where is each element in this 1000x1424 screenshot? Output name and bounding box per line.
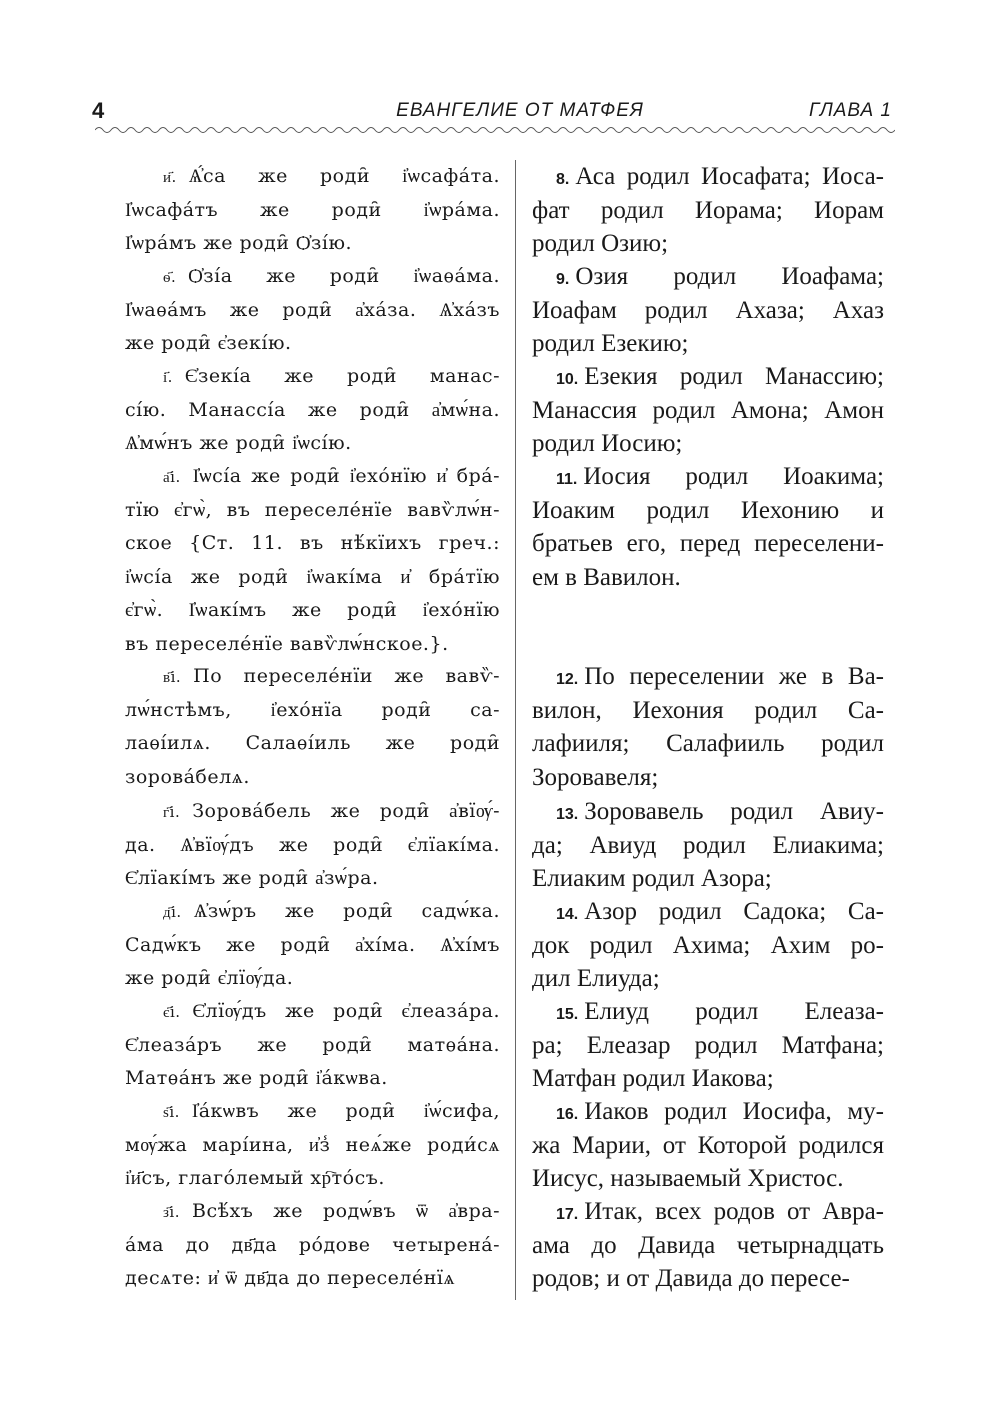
verse-line xyxy=(532,1029,884,1063)
verse-line xyxy=(125,1229,500,1263)
verse-text: Иосия родил Иоакима; xyxy=(583,463,884,490)
verse-line xyxy=(532,862,884,896)
russian-verse xyxy=(532,1095,884,1196)
russian-verse xyxy=(532,360,884,461)
verse-line xyxy=(125,1062,500,1096)
verse-text: зорова́белѧ. xyxy=(125,765,250,788)
wavy-rule xyxy=(95,124,895,136)
verse-line xyxy=(125,427,500,461)
verse-line xyxy=(532,527,884,561)
verse-line xyxy=(532,360,884,394)
slavonic-verse xyxy=(125,660,500,794)
russian-verse xyxy=(532,660,884,794)
verse-line xyxy=(125,660,500,694)
slavonic-verse xyxy=(125,895,500,996)
verse-line xyxy=(125,594,500,628)
verse-line xyxy=(532,427,884,461)
verse-text: Зорова́бель же роди̑ а҆вїѹ́- xyxy=(192,800,500,822)
verse-text: ское {Ст. 11. въ нѣ́кїихъ греч.: xyxy=(125,532,500,554)
verse-line xyxy=(532,895,884,929)
verse-line xyxy=(532,761,884,795)
verse-line xyxy=(532,260,884,294)
verse-text: да. Ѧ҆вїѹ́дъ же роди̑ є҆лїакі́ма. xyxy=(125,833,500,856)
verse-text: родил Езекию; xyxy=(532,330,689,357)
verse-text: Ѧ҆зѡ́ръ же роди̑ садѡ́ка. xyxy=(193,900,500,922)
verse-text: Азор родил Садока; Са- xyxy=(584,898,884,925)
verse-text: док родил Ахима; Ахим ро- xyxy=(532,931,884,959)
verse-line xyxy=(532,1262,884,1296)
verse-line xyxy=(532,160,884,194)
verse-number: а҃і. xyxy=(163,468,181,486)
verse-text: Иисус, называемый Христос. xyxy=(532,1165,844,1192)
verse-line xyxy=(532,727,884,761)
verse-line xyxy=(532,394,884,428)
verse-line xyxy=(532,327,884,361)
verse-text: дил Елиуда; xyxy=(532,965,660,992)
verse-text: Иаков родил Иосифа, му- xyxy=(584,1098,884,1125)
verse-text: є҆гѡ̀. І҆ѡакі́мъ же роди̑ і҆ехо́нїю xyxy=(125,599,500,621)
verse-line xyxy=(125,194,500,228)
verse-text: сі́ю. Манассі́а же роди̑ а҆мѡ́на. xyxy=(125,398,500,421)
verse-number: ѳ҃. xyxy=(163,268,177,286)
verse-line xyxy=(532,460,884,494)
verse-text: братьев его, перед переселени- xyxy=(532,530,884,557)
verse-text: Зоровавель родил Авиу- xyxy=(584,798,884,825)
slavonic-verse xyxy=(125,995,500,1096)
verse-line xyxy=(125,694,500,728)
verse-text: ем в Вавилон. xyxy=(532,563,681,591)
slavonic-verse xyxy=(125,1195,500,1296)
verse-line xyxy=(532,962,884,996)
verse-line xyxy=(125,561,500,595)
verse-text: да; Авиуд родил Елиакима; xyxy=(532,831,884,859)
verse-line xyxy=(125,227,500,261)
verse-number: 10. xyxy=(556,371,579,388)
verse-text: вилон, Иехония родил Са- xyxy=(532,696,884,724)
verse-text: мѹ́жа марі́ина, и҆з̾ неѧ́же роди́сѧ xyxy=(125,1133,500,1156)
verse-line xyxy=(125,1129,500,1163)
verse-line xyxy=(532,1195,884,1229)
verse-text: Итак, всех родов от Авра- xyxy=(584,1198,884,1225)
verse-text: Є҆лїѹ́дъ же роди̑ є҆леаза́ра. xyxy=(192,1000,500,1022)
verse-line xyxy=(532,694,884,728)
verse-number: 8. xyxy=(556,171,570,188)
verse-line xyxy=(532,1229,884,1263)
verse-line xyxy=(125,260,500,294)
verse-text: Аса родил Иосафата; Иоса- xyxy=(575,163,884,190)
russian-verse xyxy=(532,160,884,261)
verse-text: родил Озию; xyxy=(532,230,669,257)
verse-line xyxy=(532,227,884,261)
verse-number: г҃і. xyxy=(163,803,181,821)
verse-text: Иоаким родил Иехонию и xyxy=(532,496,884,524)
verse-number: є҃і. xyxy=(163,1003,181,1021)
verse-line xyxy=(125,527,500,561)
verse-line xyxy=(532,660,884,694)
verse-line xyxy=(532,929,884,963)
verse-line xyxy=(125,761,500,795)
verse-number: и҃. xyxy=(163,168,177,186)
verse-line xyxy=(125,327,500,361)
verse-line xyxy=(125,1162,500,1196)
verse-line xyxy=(125,727,500,761)
verse-text: І҆ѡсафа́тъ же роди̑ і҆ѡра́ма. xyxy=(125,198,500,221)
slavonic-verse xyxy=(125,360,500,461)
verse-line xyxy=(532,995,884,1029)
verse-number: 12. xyxy=(556,671,579,688)
verse-line xyxy=(532,494,884,528)
verse-text: Манассия родил Амона; Амон xyxy=(532,396,884,424)
slavonic-verse xyxy=(125,1095,500,1196)
verse-text: фат родил Иорама; Иорам xyxy=(532,196,884,224)
verse-text: і҆и҃съ, глаго́лемый хр҇то́съ. xyxy=(125,1167,385,1189)
verse-number: 16. xyxy=(556,1106,579,1123)
running-title: ЕВАНГЕЛИЕ ОТ МАТФЕЯ xyxy=(396,100,644,121)
verse-text: І҆а́кѡвъ же роди̑ і҆ѡ́сифа, xyxy=(191,1100,500,1122)
verse-number: в҃і. xyxy=(163,668,182,686)
verse-line xyxy=(125,460,500,494)
verse-line xyxy=(125,995,500,1029)
verse-line xyxy=(125,1095,500,1129)
verse-number: 15. xyxy=(556,1006,579,1023)
verse-number: ѕ҃і. xyxy=(163,1103,180,1121)
verse-text: І҆ѡсі́а же роди̑ і҆ехо́нїю и҆ бра́- xyxy=(192,465,500,487)
verse-line xyxy=(125,1262,500,1296)
verse-text: же роди̑ є҆зекі́ю. xyxy=(125,332,292,354)
verse-text: Ѧ҆́са же роди̑ і҆ѡсафа́та. xyxy=(188,165,500,187)
slavonic-verse xyxy=(125,795,500,896)
verse-text: І҆ѡра́мъ же роди̑ Ѻ҆зі́ю. xyxy=(125,232,353,254)
verse-line xyxy=(125,160,500,194)
russian-verse xyxy=(532,1195,884,1296)
verse-text: десѧте: и҆ ѿ дв҃да до переселе́нїѧ xyxy=(125,1267,456,1289)
verse-text: і҆ѡсі́а же роди̑ і҆ѡакі́ма и҆ бра́тїю xyxy=(125,565,500,588)
verse-text: По переселе́нїи же вавѷ- xyxy=(193,665,500,687)
verse-line xyxy=(125,1195,500,1229)
verse-text: Зоровавеля; xyxy=(532,763,659,791)
verse-text: же роди̑ є҆лїѹ́да. xyxy=(125,967,294,989)
verse-text: родил Иосию; xyxy=(532,430,683,457)
verse-line xyxy=(532,1062,884,1096)
verse-number: з҃і. xyxy=(163,1203,180,1221)
page-number: 4 xyxy=(92,98,105,123)
verse-line xyxy=(125,394,500,428)
verse-line xyxy=(532,1162,884,1196)
verse-text: въ переселе́нїе вавѷлѡ́нское.}. xyxy=(125,632,449,655)
verse-line xyxy=(532,294,884,328)
russian-verse xyxy=(532,260,884,361)
verse-text: а́ма до дв҃да ро́дове четырена́- xyxy=(125,1233,500,1256)
slavonic-verse xyxy=(125,160,500,261)
verse-line xyxy=(125,795,500,829)
russian-verse xyxy=(532,795,884,896)
verse-line xyxy=(532,194,884,228)
verse-text: Ѧ҆мѡ́нъ же роди̑ і҆ѡсі́ю. xyxy=(125,432,352,454)
verse-line xyxy=(532,795,884,829)
verse-text: тїю є҆гѡ̀, въ переселе́нїе вавѷлѡ́н- xyxy=(125,498,500,521)
verse-text: І҆ѡаѳа́мъ же роди̑ а҆ха́за. Ѧ҆ха́зъ xyxy=(125,298,500,321)
verse-text: жа Марии, от Которой родился xyxy=(532,1131,884,1159)
verse-text: лаѳі́илѧ. Салаѳі́иль же роди̑ xyxy=(125,732,500,754)
verse-text: Елиуд родил Елеаза- xyxy=(584,998,884,1025)
russian-verse xyxy=(532,460,884,594)
verse-text: Всѣ́хъ же родѡ́въ ѿ а҆вра- xyxy=(192,1200,500,1222)
verse-line xyxy=(125,862,500,896)
verse-text: ама до Давида четырнадцать xyxy=(532,1231,884,1259)
verse-text: Елиаким родил Азора; xyxy=(532,865,772,892)
verse-line xyxy=(125,829,500,863)
verse-text: По переселении же в Ва- xyxy=(584,663,884,690)
verse-text: лѡ́нстѣмъ, і҆ехо́нїа роди̑ са- xyxy=(125,698,500,721)
chapter-label: ГЛАВА 1 xyxy=(809,100,892,121)
verse-line xyxy=(125,360,500,394)
verse-text: лафииля; Салафииль родил xyxy=(532,730,884,757)
verse-text: Є҆леаза́ръ же роди̑ матѳа́на. xyxy=(125,1033,500,1056)
slavonic-verse xyxy=(125,260,500,361)
verse-line xyxy=(125,628,500,662)
verse-text: родов; и от Давида до пересе- xyxy=(532,1265,850,1292)
slavonic-verse xyxy=(125,460,500,661)
verse-line xyxy=(532,829,884,863)
verse-text: Матѳа́нъ же роди̑ і҆а́кѡва. xyxy=(125,1067,388,1089)
verse-line xyxy=(125,895,500,929)
verse-text: Озия родил Иоафама; xyxy=(575,263,884,290)
verse-number: і҃. xyxy=(163,368,173,386)
verse-line xyxy=(125,929,500,963)
verse-number: 14. xyxy=(556,906,579,923)
verse-number: 13. xyxy=(556,806,579,823)
verse-line xyxy=(532,1095,884,1129)
verse-line xyxy=(125,1029,500,1063)
verse-line xyxy=(125,962,500,996)
russian-verse xyxy=(532,995,884,1096)
verse-text: Є҆зекі́а же роди̑ манас- xyxy=(184,365,500,387)
russian-verse xyxy=(532,895,884,996)
verse-text: Ѻ҆зі́а же роди̑ і҆ѡаѳа́ма. xyxy=(188,265,500,287)
verse-text: Иоафам родил Ахаза; Ахаз xyxy=(532,296,884,324)
verse-text: Матфан родил Иакова; xyxy=(532,1065,774,1092)
verse-text: Езекия родил Манассию; xyxy=(584,363,884,390)
verse-line xyxy=(532,561,884,595)
verse-number: 9. xyxy=(556,271,570,288)
verse-text: Є҆лїакі́мъ же роди̑ а҆зѡ́ра. xyxy=(125,867,379,889)
verse-text: Садѡ́къ же роди̑ а҆хі́ма. Ѧ҆хі́мъ xyxy=(125,933,500,956)
verse-line xyxy=(532,1129,884,1163)
verse-line xyxy=(125,494,500,528)
verse-line xyxy=(125,294,500,328)
verse-number: 11. xyxy=(556,471,578,488)
column-divider xyxy=(515,160,516,1300)
verse-number: д҃і. xyxy=(163,903,182,921)
verse-number: 17. xyxy=(556,1206,579,1223)
verse-text: ра; Елеазар родил Матфана; xyxy=(532,1031,884,1059)
